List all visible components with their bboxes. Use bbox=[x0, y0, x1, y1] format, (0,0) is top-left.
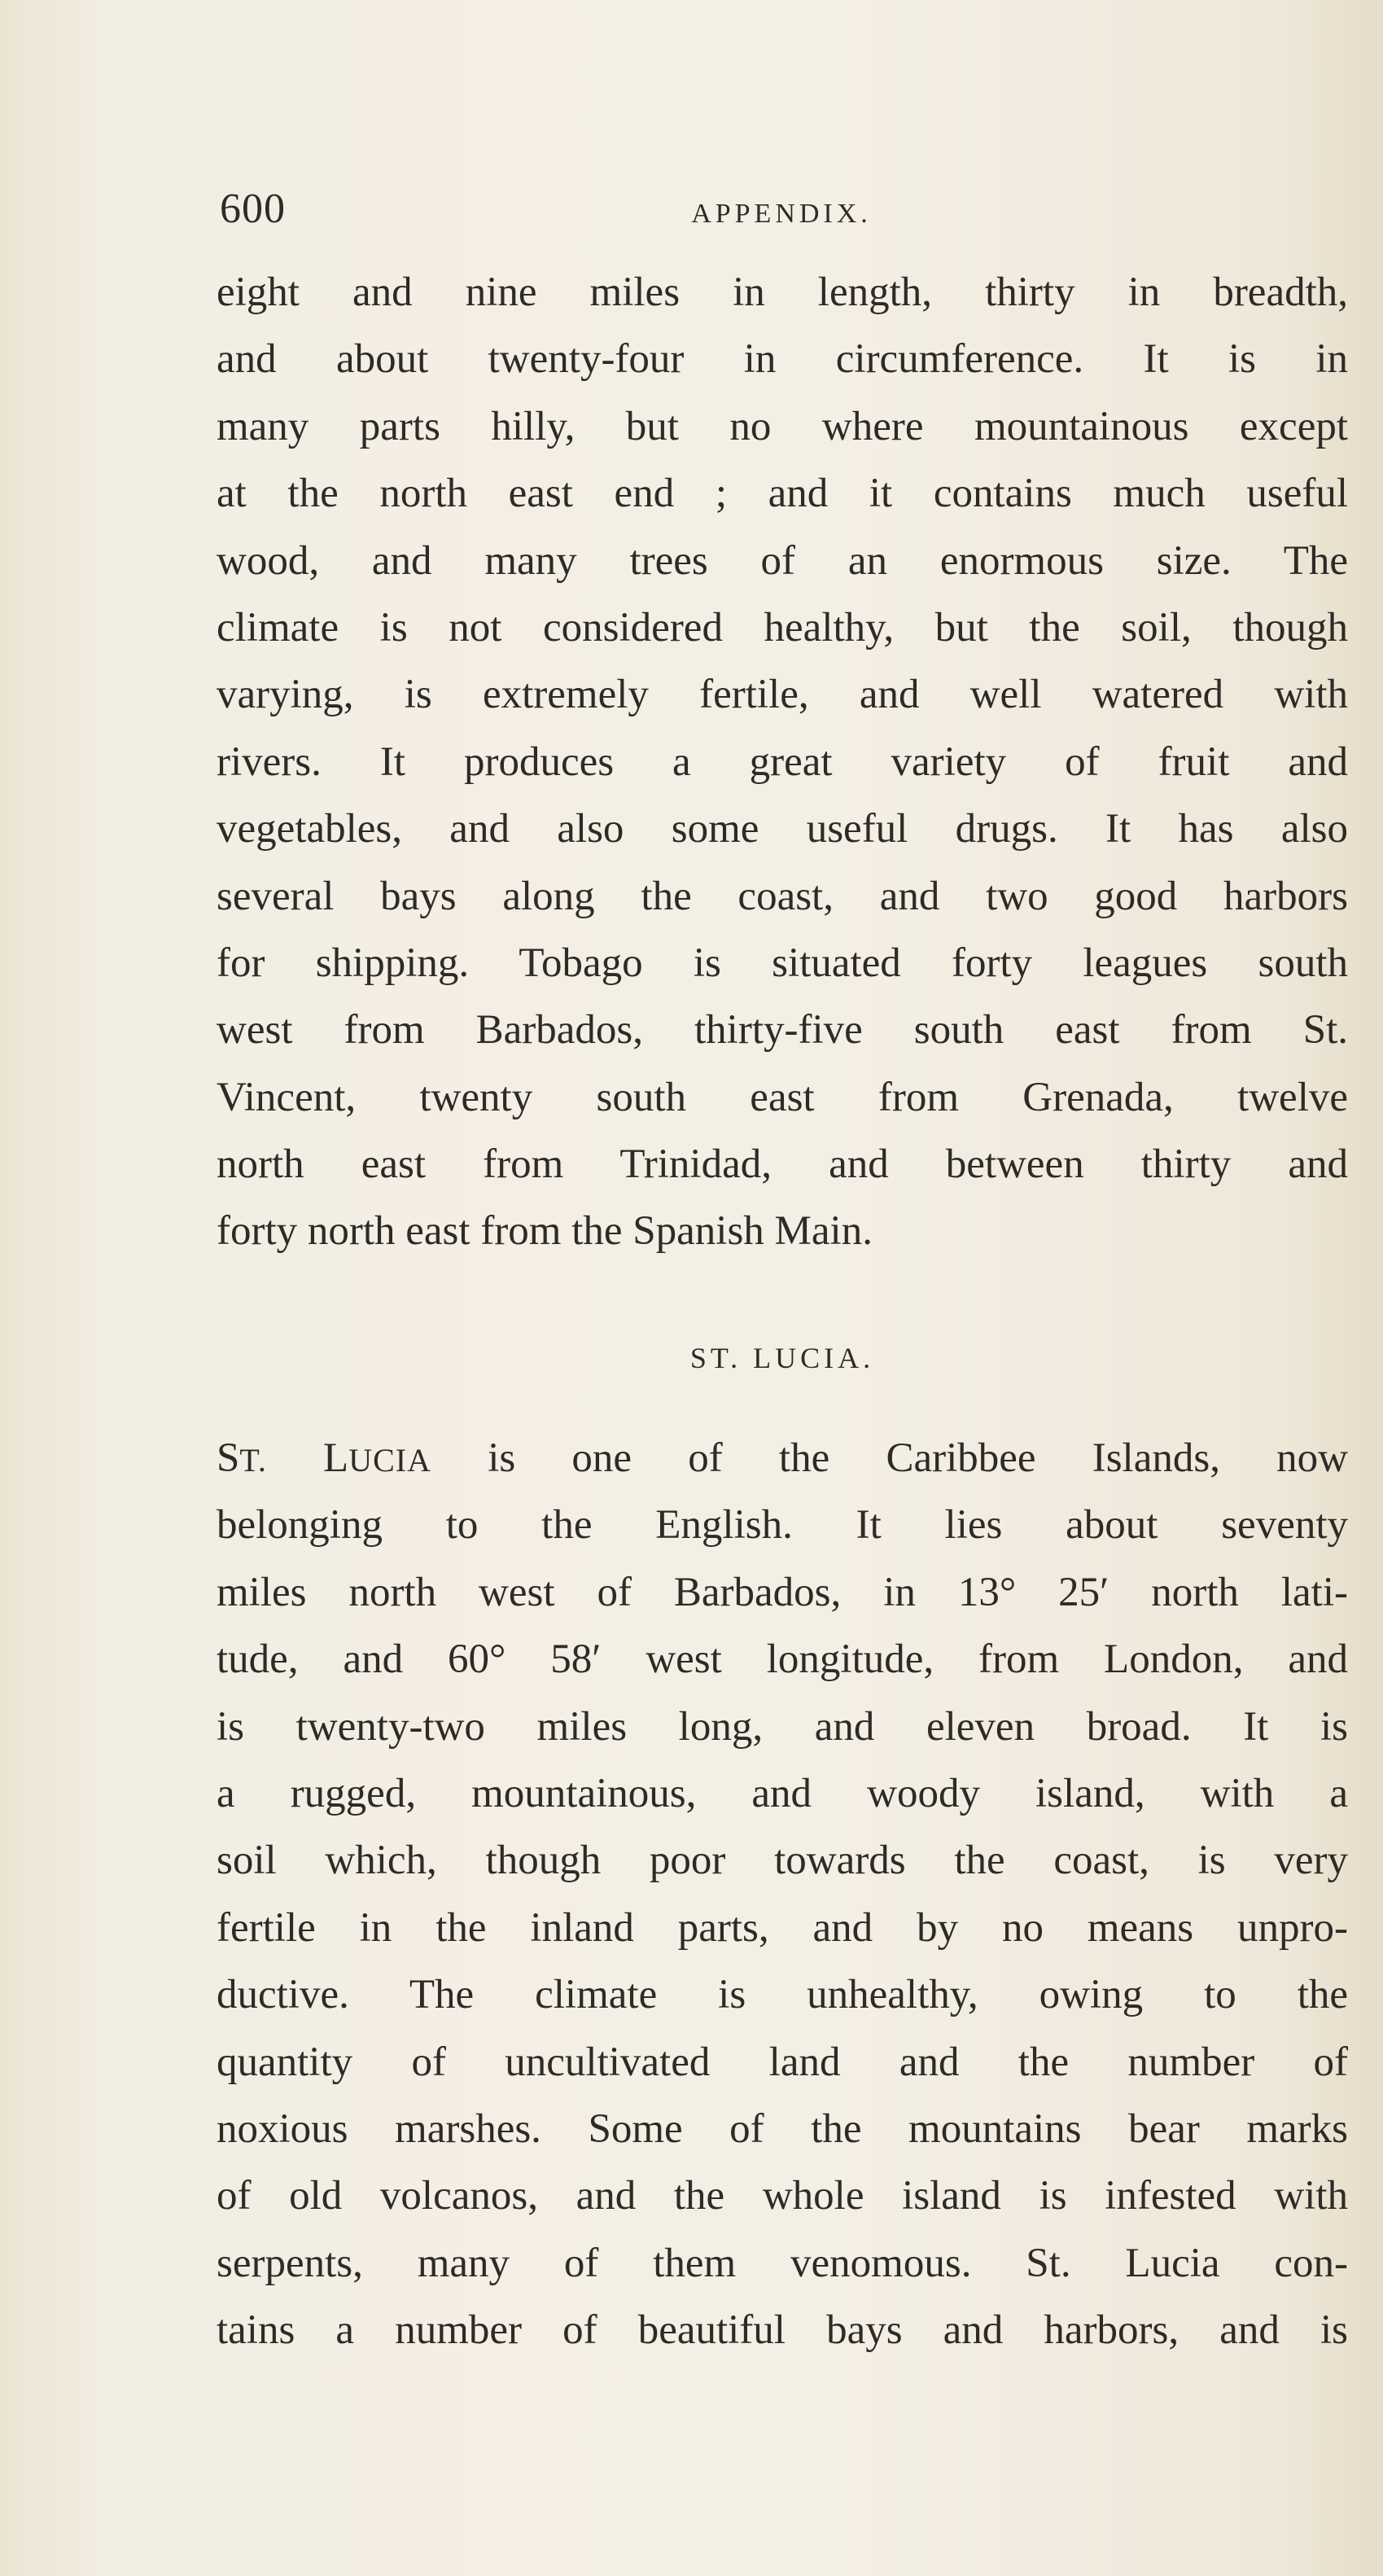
text-line: Vincent, twenty south east from Grenada, twelve bbox=[217, 1074, 1348, 1120]
text-line: miles north west of Barbados, in 13° 25′ north lati- bbox=[217, 1569, 1348, 1615]
text-line: eight and nine miles in length, thirty in breadth, bbox=[217, 269, 1348, 315]
text-line: wood, and many trees of an enormous size. The bbox=[217, 537, 1348, 584]
text-line-first bbox=[217, 1425, 1348, 1492]
text-line: varying, is extremely fertile, and well watered with bbox=[217, 672, 1348, 718]
text-line: several bays along the coast, and two good harbors bbox=[217, 873, 1348, 919]
text-line: and about twenty-four in circumference. It is in bbox=[217, 336, 1348, 383]
text-line: north east from Trinidad, and between thirty and bbox=[217, 1141, 1348, 1188]
text-line: forty north east from the Spanish Main. bbox=[217, 1208, 873, 1255]
text-line: quantity of uncultivated land and the number of bbox=[217, 2039, 1348, 2085]
first-line-text: is one of the Caribbee Islands, now bbox=[488, 1435, 1348, 1481]
running-head: APPENDIX. bbox=[691, 199, 872, 229]
text-line: west from Barbados, thirty-five south east from St. bbox=[217, 1007, 1348, 1054]
paragraph-tobago bbox=[217, 259, 1348, 1265]
page-number: 600 bbox=[220, 186, 286, 232]
small-caps-initial: L bbox=[323, 1435, 349, 1481]
text-line: serpents, many of them venomous. St. Lucia con- bbox=[217, 2240, 1348, 2286]
text-line: tains a number of beautiful bays and harbors, and is bbox=[217, 2307, 1348, 2354]
small-caps-text: T. bbox=[239, 1442, 267, 1479]
text-line: climate is not considered healthy, but the soil, though bbox=[217, 604, 1348, 651]
text-line: a rugged, mountainous, and woody island, with a bbox=[217, 1770, 1348, 1816]
text-line: tude, and 60° 58′ west longitude, from London, and bbox=[217, 1636, 1348, 1683]
text-line: belonging to the English. It lies about seventy bbox=[217, 1502, 1348, 1549]
text-line: at the north east end ; and it contains much useful bbox=[217, 471, 1348, 517]
small-caps-text: UCIA bbox=[348, 1442, 431, 1479]
text-line: many parts hilly, but no where mountainous except bbox=[217, 403, 1348, 449]
text-line: is twenty-two miles long, and eleven broad. It is bbox=[217, 1703, 1348, 1750]
text-line: rivers. It produces a great variety of fruit and bbox=[217, 738, 1348, 785]
text-line: soil which, though poor towards the coast, is very bbox=[217, 1838, 1348, 1884]
paragraph-st-lucia bbox=[217, 1425, 1348, 2364]
page-header bbox=[220, 181, 1343, 238]
text-line: noxious marshes. Some of the mountains bear marks bbox=[217, 2105, 1348, 2152]
text-line: ductive. The climate is unhealthy, owing to the bbox=[217, 1972, 1348, 2018]
small-caps-initial: S bbox=[217, 1435, 240, 1481]
text-line: of old volcanos, and the whole island is infested with bbox=[217, 2173, 1348, 2219]
section-heading: ST. LUCIA. bbox=[689, 1342, 875, 1374]
text-line: for shipping. Tobago is situated forty leagues south bbox=[217, 940, 1348, 986]
text-line: fertile in the inland parts, and by no means unpro- bbox=[217, 1904, 1348, 1951]
text-line: vegetables, and also some useful drugs. It has also bbox=[217, 806, 1348, 852]
